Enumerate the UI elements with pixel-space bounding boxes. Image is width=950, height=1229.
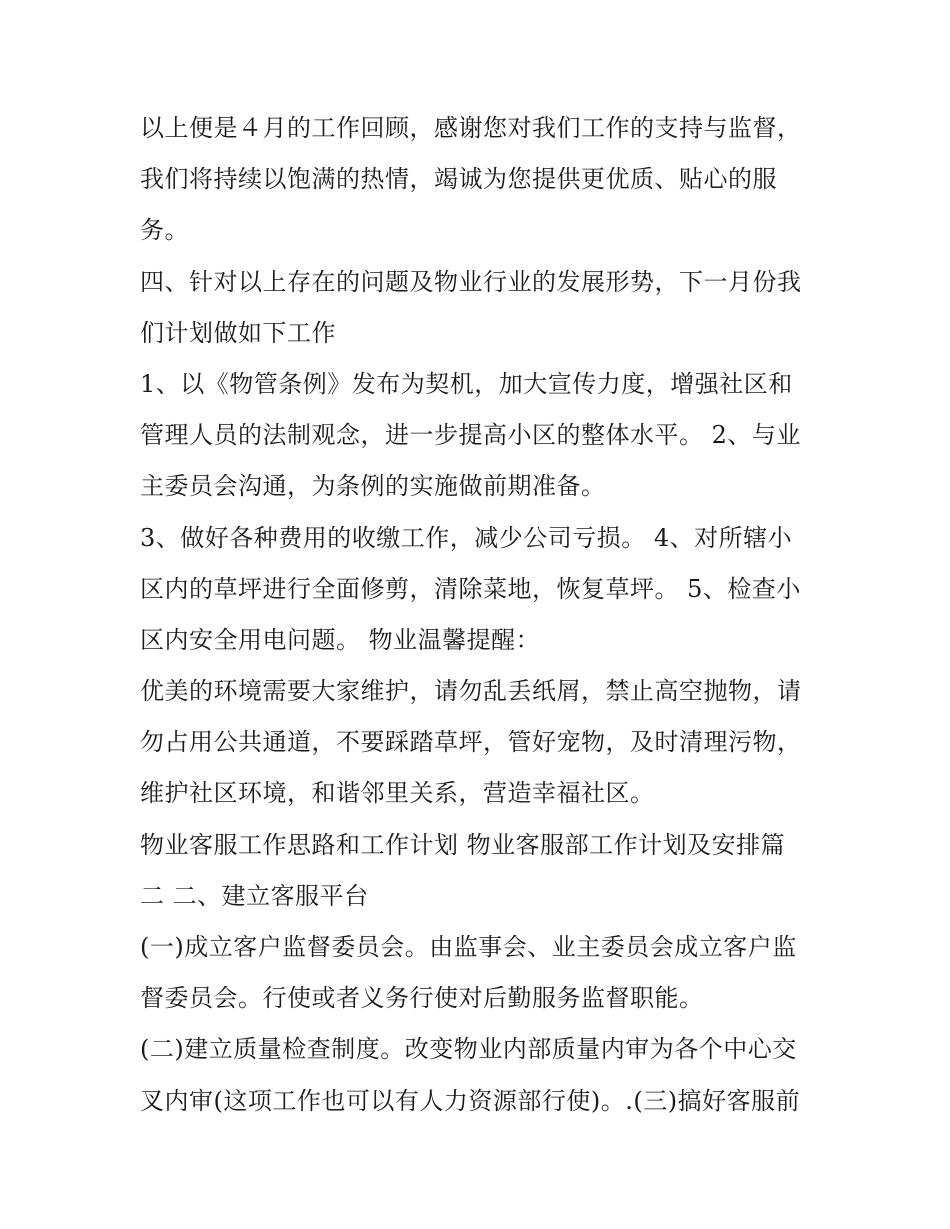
reminder-line: 优美的环境需要大家维护，请勿乱丢纸屑，禁止高空抛物，请 xyxy=(140,677,802,706)
text-line: (二)建立质量检查制度。改变物业内部质量内审为各个中心交 xyxy=(140,1035,797,1064)
section-heading-line: 四、针对以上存在的问题及物业行业的发展形势，下一月份我 xyxy=(140,267,802,296)
reminder-line: 维护社区环境，和谐邻里关系，营造幸福社区。 xyxy=(140,779,655,808)
text-line: (一)成立客户监督委员会。由监事会、业主委员会成立客户监 xyxy=(140,933,797,961)
list-item-line: 管理人员的法制观念，进一步提高小区的整体水平。 2、与业 xyxy=(140,421,801,450)
text-line: 督委员会。行使或者义务行使对后勤服务监督职能。 xyxy=(140,984,704,1013)
list-item-line: 3、做好各种费用的收缴工作，减少公司亏损。 4、对所辖小 xyxy=(140,523,793,552)
list-item-line: 主委员会沟通，为条例的实施做前期准备。 xyxy=(140,472,606,501)
text-line: 叉内审(这项工作也可以有人力资源部行使)。.(三)搞好客服前 xyxy=(140,1086,801,1115)
list-item-line: 区内安全用电问题。 物业温馨提醒： xyxy=(140,625,541,654)
list-item-line: 1、以《物管条例》发布为契机，加大宣传力度，增强社区和 xyxy=(140,369,793,398)
title-line: 二 二、建立客服平台 xyxy=(140,881,369,910)
section-heading-line: 们计划做如下工作 xyxy=(140,318,336,347)
text-line: 以上便是４月的工作回顾，感谢您对我们工作的支持与监督， xyxy=(140,114,802,142)
title-line: 物业客服工作思路和工作计划 物业客服部工作计划及安排篇 xyxy=(140,830,786,859)
reminder-line: 勿占用公共通道，不要踩踏草坪，管好宠物，及时清理污物， xyxy=(140,728,802,757)
text-line: 我们将持续以饱满的热情，竭诚为您提供更优质、贴心的服 xyxy=(140,165,777,194)
text-line: 务。 xyxy=(140,216,189,245)
list-item-line: 区内的草坪进行全面修剪，清除菜地，恢复草坪。 5、检查小 xyxy=(140,574,801,603)
document-body xyxy=(140,103,820,1127)
